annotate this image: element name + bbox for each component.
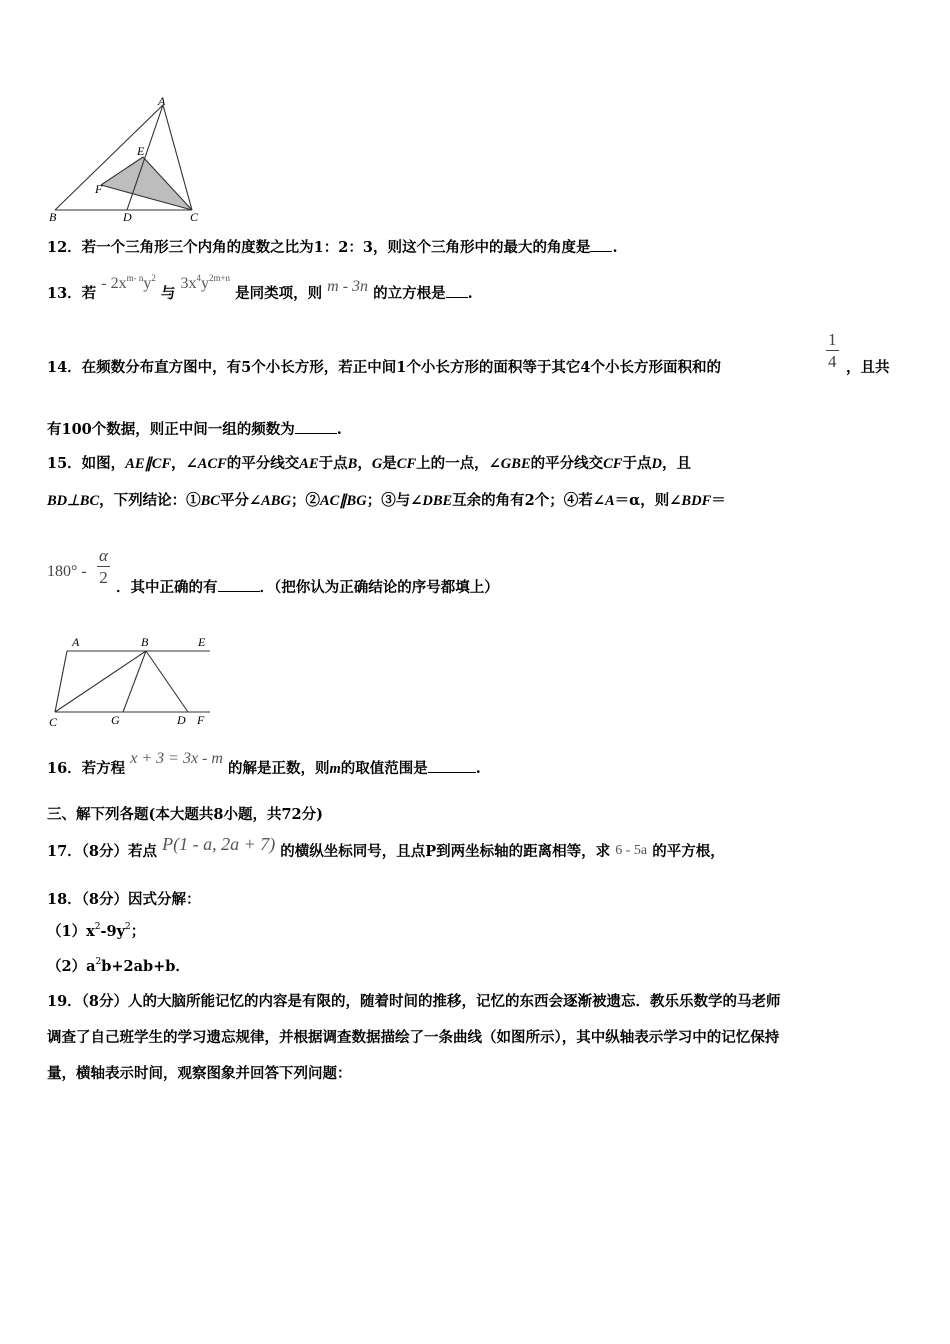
fraction-alpha-half: $\frac{\alpha}{2}$ (99, 546, 108, 587)
question-16: 16．若方程 x + 3 = 3x - m 的解是正数，则m的取值范围是 . (47, 750, 481, 777)
question-19-line2: 调查了自己班学生的学习遗忘规律，并根据调查数据描绘了一条曲线（如图所示），其中纵轴表示学习中的记忆保持 (47, 1029, 780, 1046)
parallel-lines-figure (45, 630, 225, 730)
expression-m-3n: m - 3n (327, 278, 369, 295)
question-19-line3: 量，横轴表示时间，观察图象并回答下列问题： (47, 1065, 352, 1082)
monomial-1: - $2x^{m- n}y^2$ (101, 273, 156, 292)
fig1-label-F: F (95, 182, 103, 196)
question-15-line3: ．其中正确的有 ．（把你认为正确结论的序号都填上） (116, 579, 499, 596)
shaded-region (101, 157, 192, 210)
question-14-line1: 14．在频数分布直方图中，有5个小长方形，若正中间1个小长方形的面积等于其它4个小长方形面积和的 (47, 359, 721, 376)
question-18-part1: $(1)x^2-9y^2$； (47, 922, 146, 940)
fig1-label-E: E (137, 144, 145, 158)
question-17: 17．（8分）若点 P(1 - a, 2a + 7) 的横纵坐标同号，且点P到两坐标轴的距离相等，求 6 - 5a 的平方根， (47, 834, 725, 860)
fig2-label-F: F (197, 713, 205, 727)
answer-blank (428, 760, 476, 773)
question-19-line1: 19．（8分）人的大脑所能记忆的内容是有限的，随着时间的推移，记忆的东西会逐渐被遗忘．教乐乐数学的马老师 (47, 993, 781, 1010)
point-P: P(1 - a, 2a + 7) (162, 834, 276, 854)
fig2-label-B: B (141, 635, 149, 649)
fig2-label-E: E (198, 635, 206, 649)
question-12: 12．若一个三角形三个内角的度数之比为1：2：3，则这个三角形中的最大的角度是 . (47, 239, 618, 256)
question-18-part2: $(2)a^2b+2ab+b$． (47, 957, 190, 975)
fig2-label-D: D (177, 713, 186, 727)
triangle-figure (45, 95, 215, 225)
monomial-2: $3x^4y^{2m+n}$ (180, 273, 231, 292)
fraction-one-quarter: $\frac{1}{4}$ (828, 330, 837, 371)
question-13: 13．若 - $2x^{m- n}y^2$ 与 $3x^4y^{2m+n}$ 是同类项，则 m - 3n 的立方根是 . (47, 273, 473, 302)
question-15-line1: 15．如图，AE∥CF，∠ACF的平分线交AE于点B，G是CF上的一点，∠GBE的平分线交CF于点D，且 (47, 455, 691, 472)
fig1-label-D: D (123, 210, 132, 224)
question-18: 18．（8分）因式分解： (47, 891, 201, 908)
expression-6-5a: 6 - 5a (615, 843, 648, 858)
answer-blank (590, 239, 612, 252)
fig2-label-C: C (49, 715, 58, 729)
fig1-label-C: C (190, 210, 199, 224)
question-15-line2: BD⊥BC，下列结论：①BC平分∠ABG；②AC∥BG；③与∠DBE互余的角有2个；④若∠A＝α，则∠BDF＝ (47, 492, 726, 509)
fig2-label-A: A (72, 635, 80, 649)
section-3-heading: 三、解下列各题(本大题共8小题，共72分) (47, 806, 323, 823)
question-14-line1-end: ，且共 (846, 359, 890, 376)
answer-blank (446, 285, 468, 298)
equation: x + 3 = 3x - m (130, 750, 223, 767)
fig1-label-A: A (158, 95, 166, 108)
answer-blank (218, 579, 260, 592)
fig1-label-B: B (49, 210, 57, 224)
question-14-line2: 有100个数据，则正中间一组的频数为 . (47, 421, 342, 438)
answer-blank (295, 421, 337, 434)
fig2-label-G: G (111, 713, 120, 727)
expression-180-minus: 180° - (47, 563, 87, 580)
